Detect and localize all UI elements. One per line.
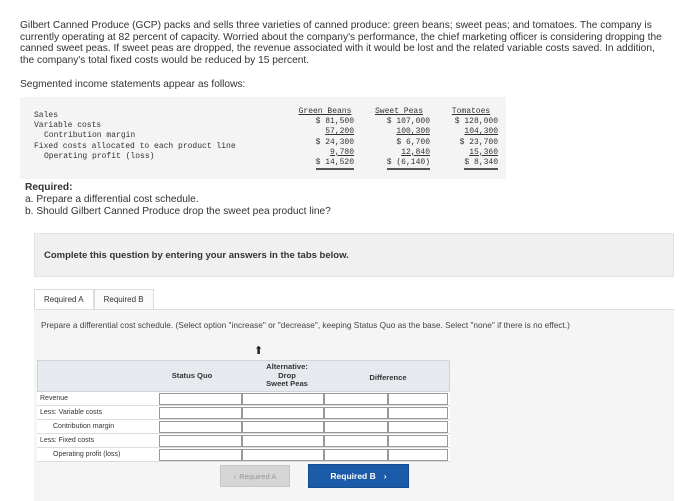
segmented-heading: Segmented income statements appear as follows: xyxy=(20,79,246,90)
sweet-peas-fixed: 12,840 xyxy=(401,147,430,157)
column-green-beans xyxy=(296,107,354,170)
next-button-label: Required B xyxy=(330,471,376,481)
effect-variable-costs-select[interactable] xyxy=(388,407,448,419)
header-difference: Difference xyxy=(369,373,407,382)
sweet-peas-profit: $ (6,140) xyxy=(387,158,430,170)
effect-operating-profit-select[interactable] xyxy=(388,449,448,461)
schedule-header-row xyxy=(37,360,450,392)
status-quo-revenue-input[interactable] xyxy=(159,393,242,405)
status-quo-contribution-margin-input[interactable] xyxy=(159,421,242,433)
row-label-variable-costs: Less: Variable costs xyxy=(40,409,103,416)
header-alternative-sweet-peas: Sweet Peas xyxy=(266,379,308,388)
chevron-left-icon: ‹ xyxy=(233,471,237,481)
schedule-row-operating-profit xyxy=(37,448,450,462)
mouse-cursor-icon: ⬆ xyxy=(254,345,264,357)
status-quo-fixed-costs-input[interactable] xyxy=(159,435,242,447)
label-variable-costs: Variable costs xyxy=(34,121,102,131)
prev-button-label: Required A xyxy=(239,471,277,481)
column-sweet-peas xyxy=(368,107,430,170)
chevron-right-icon: › xyxy=(383,471,387,481)
label-fixed-costs: Fixed costs allocated to each product line xyxy=(34,141,236,151)
green-beans-profit: $ 14,520 xyxy=(316,158,354,170)
tomatoes-margin: $ 23,700 xyxy=(459,137,498,147)
required-a-text: a. Prepare a differential cost schedule. xyxy=(25,194,199,205)
header-alternative-title: Alternative: xyxy=(266,362,308,371)
effect-fixed-costs-select[interactable] xyxy=(388,435,448,447)
alternative-fixed-costs-input[interactable] xyxy=(242,435,324,447)
green-beans-fixed: 9,780 xyxy=(329,147,354,157)
tomatoes-fixed: 15,360 xyxy=(469,147,498,157)
sweet-peas-header: Sweet Peas xyxy=(374,107,423,116)
income-row-labels xyxy=(34,111,236,162)
column-tomatoes xyxy=(444,107,498,170)
difference-fixed-costs-input[interactable] xyxy=(324,435,388,447)
label-operating-profit: Operating profit (loss) xyxy=(44,151,155,161)
alternative-revenue-input[interactable] xyxy=(242,393,324,405)
label-sales: Sales xyxy=(34,111,59,120)
row-label-fixed-costs: Less: Fixed costs xyxy=(40,437,95,444)
difference-revenue-input[interactable] xyxy=(324,393,388,405)
segmented-income-statement xyxy=(20,97,506,179)
tomatoes-sales: $ 128,000 xyxy=(454,117,498,127)
status-quo-operating-profit-input[interactable] xyxy=(159,449,242,461)
schedule-row-contribution-margin xyxy=(37,420,450,434)
tomatoes-header: Tomatoes xyxy=(451,107,491,116)
required-title: Required: xyxy=(25,182,73,193)
tomatoes-profit: $ 8,340 xyxy=(464,158,498,170)
alternative-variable-costs-input[interactable] xyxy=(242,407,324,419)
complete-text: Complete this question by entering your answers in the tabs below. xyxy=(44,250,349,261)
tab-required-a[interactable]: Required A xyxy=(34,289,94,309)
label-contribution-margin: Contribution margin xyxy=(44,131,136,141)
schedule-row-revenue xyxy=(37,392,450,406)
tab-panel xyxy=(34,309,674,501)
complete-banner xyxy=(34,233,674,277)
required-b-text: b. Should Gilbert Canned Produce drop the sweet pea product line? xyxy=(25,206,331,217)
effect-contribution-margin-select[interactable] xyxy=(388,421,448,433)
instruction-text: Prepare a differential cost schedule. (Select option "increase" or "decrease", keeping Status Quo as the base. Select "none" if there is no effect.) xyxy=(41,320,570,330)
header-status-quo: Status Quo xyxy=(171,371,213,380)
problem-intro: Gilbert Canned Produce (GCP) packs and sells three varieties of canned produce: green beans; sweet peas; and tomatoes. The company is currently operating at 82 percent of capacity. Worried about the company's performance, the chief marketing officer is considering dropping the canned sweet peas. If sweet peas are dropped, the revenue associated with it would be lost and the related variable costs saved. In addition, the company's total fixed costs would be reduced by 15 percent. xyxy=(20,20,662,66)
sweet-peas-margin: $ 6,700 xyxy=(396,137,430,147)
green-beans-variable: 57,200 xyxy=(325,127,354,137)
prev-required-a-button[interactable] xyxy=(220,465,290,487)
next-required-b-button[interactable] xyxy=(308,464,409,488)
green-beans-sales: $ 81,500 xyxy=(315,117,354,127)
row-label-revenue: Revenue xyxy=(40,395,69,402)
required-section xyxy=(25,182,331,218)
difference-contribution-margin-input[interactable] xyxy=(324,421,388,433)
header-alternative-drop: Drop xyxy=(278,370,296,380)
effect-revenue-select[interactable] xyxy=(388,393,448,405)
alternative-contribution-margin-input[interactable] xyxy=(242,421,324,433)
sweet-peas-variable: 100,300 xyxy=(396,127,430,137)
header-alternative xyxy=(246,363,328,389)
tomatoes-variable: 104,300 xyxy=(464,127,498,137)
difference-variable-costs-input[interactable] xyxy=(324,407,388,419)
row-label-contribution-margin: Contribution margin xyxy=(53,423,115,430)
sweet-peas-sales: $ 107,000 xyxy=(386,117,430,127)
tab-required-b[interactable]: Required B xyxy=(94,289,154,309)
row-label-operating-profit: Operating profit (loss) xyxy=(53,451,121,458)
schedule-row-variable-costs xyxy=(37,406,450,420)
difference-operating-profit-input[interactable] xyxy=(324,449,388,461)
schedule-row-fixed-costs xyxy=(37,434,450,448)
status-quo-variable-costs-input[interactable] xyxy=(159,407,242,419)
green-beans-header: Green Beans xyxy=(298,107,352,116)
alternative-operating-profit-input[interactable] xyxy=(242,449,324,461)
tab-bar xyxy=(34,289,154,309)
green-beans-margin: $ 24,300 xyxy=(315,137,354,147)
